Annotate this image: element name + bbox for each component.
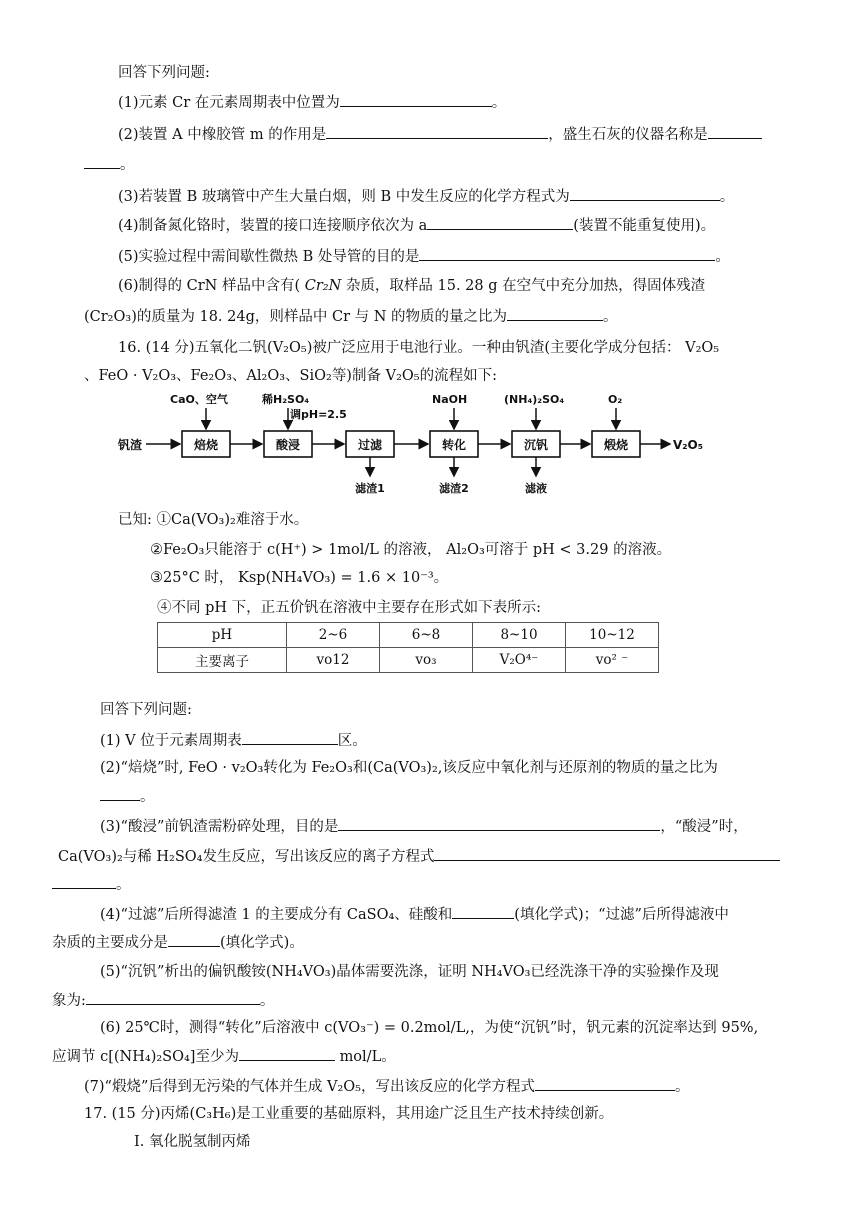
q15-part5: (5)实验过程中需间歇性微热 B 处导管的目的是 。 [118, 246, 730, 267]
q16-part5-cont: 象为: 。 [52, 990, 274, 1011]
known-4: ④不同 pH 下，正五价钒在溶液中主要存在形式如下表所示: [157, 600, 542, 616]
q16-heading-cont: 、FeO · V₂O₃、Fe₂O₃、Al₂O₃、SiO₂等)制备 V₂O₅的流程如下: [84, 368, 497, 384]
input-adjust-ph: 调pH=2.5 [290, 408, 347, 421]
flow-start: 钒渣 [118, 438, 143, 452]
known-1: 已知: ①Ca(VO₃)₂难溶于水。 [118, 512, 309, 528]
q15-part1: (1)元素 Cr 在元素周期表中位置为 。 [118, 92, 506, 113]
q16-part3: (3)“酸浸”前钒渣需粉碎处理，目的是 ，“酸浸”时， [100, 816, 748, 837]
q15-part4: (4)制备氮化铬时，装置的接口连接顺序依次为 a (装置不能重复使用)。 [118, 215, 715, 236]
q16-part4: (4)“过滤”后所得滤渣 1 的主要成分有 CaSO₄、硅酸和 (填化学式)；“过滤”后所得滤液中 [100, 904, 729, 925]
table-row [158, 623, 659, 648]
step-calcine: 煅烧 [603, 438, 629, 452]
table-cell: 主要离子 [158, 648, 287, 673]
step-leach: 酸浸 [275, 438, 301, 452]
table-cell: vo² ⁻ [566, 648, 659, 673]
q15-part3: (3)若装置 B 玻璃管中产生大量白烟，则 B 中发生反应的化学方程式为 。 [118, 186, 734, 207]
q16-part3-end: 。 [52, 874, 131, 895]
q16-part1: (1) V 位于元素周期表 区。 [100, 730, 367, 751]
table-header-cell: pH [158, 623, 287, 648]
input-cao-air: CaO、空气 [170, 393, 228, 406]
input-ammonium-sulfate: (NH₄)₂SO₄ [504, 393, 565, 406]
input-dilute-acid: 稀H₂SO₄ [262, 393, 310, 406]
input-naoh: NaOH [432, 393, 468, 406]
table-header-cell: 2~6 [287, 623, 380, 648]
q16-heading: 16. (14 分)五氧化二钒(V₂O₅)被广泛应用于电池行业。一种由钒渣(主要化学成分包括： V₂O₅ [118, 340, 720, 356]
table-row [158, 648, 659, 673]
process-flow-diagram [118, 388, 718, 496]
q15-part2-cont: 。 [84, 154, 135, 175]
table-cell: V₂O⁴⁻ [473, 648, 566, 673]
step-precipitate: 沉钒 [523, 438, 549, 452]
q16-part6: (6) 25℃时，测得“转化”后溶液中 c(VO₃⁻) = 0.2mol/L,，为使“沉钒”时，钒元素的沉淀率达到 95%, [100, 1020, 759, 1036]
q16-part6-cont: 应调节 c[(NH₄)₂SO₄]至少为 mol/L。 [52, 1046, 396, 1067]
q16-part7: (7)“煅烧”后得到无污染的气体并生成 V₂O₅，写出该反应的化学方程式 。 [84, 1076, 689, 1097]
q16-part2: (2)“焙烧”时, FeO · v₂O₃转化为 Fe₂O₃和(Ca(VO₃)₂,该反应中氧化剂与还原剂的物质的量之比为 [100, 760, 718, 776]
output-residue-1: 滤渣1 [355, 482, 385, 495]
q15-part6-cont: (Cr₂O₃)的质量为 18. 24g，则样品中 Cr 与 N 的物质的量之比为 。 [84, 306, 618, 327]
table-header-cell: 8~10 [473, 623, 566, 648]
q15-part2: (2)装置 A 中橡胶管 m 的作用是 ，盛生石灰的仪器名称是 [118, 124, 762, 145]
step-roast: 焙烧 [193, 438, 219, 452]
step-filter: 过滤 [357, 438, 383, 452]
vanadium-species-table [157, 622, 659, 673]
table-cell: vo₃ [380, 648, 473, 673]
q16-part5: (5)“沉钒”析出的偏钒酸铵(NH₄VO₃)晶体需要洗涤，证明 NH₄VO₃已经洗涤干净的实验操作及现 [100, 964, 719, 980]
q16-part3-cont: Ca(VO₃)₂与稀 H₂SO₄发生反应，写出该反应的离子方程式 [58, 846, 780, 867]
q17-heading: 17. (15 分)丙烯(C₃H₆)是工业重要的基础原料，其用途广泛且生产技术持续创新。 [84, 1106, 614, 1122]
table-cell: vo12 [287, 648, 380, 673]
answer-prompt: 回答下列问题: [118, 65, 210, 81]
q16-part4-cont: 杂质的主要成分是 (填化学式)。 [52, 932, 304, 953]
table-header-cell: 10~12 [566, 623, 659, 648]
q16-part2-cont: 。 [100, 786, 155, 807]
known-3: ③25°C 时， Ksp(NH₄VO₃) = 1.6 × 10⁻³。 [150, 570, 449, 586]
output-residue-2: 滤渣2 [439, 482, 469, 495]
known-2: ②Fe₂O₃只能溶于 c(H⁺) > 1mol/L 的溶液， Al₂O₃可溶于 pH < 3.29 的溶液。 [150, 542, 672, 558]
table-header-cell: 6~8 [380, 623, 473, 648]
flow-end: V₂O₅ [673, 438, 703, 452]
q16-answer-prompt: 回答下列问题: [100, 702, 192, 718]
step-convert: 转化 [441, 438, 467, 452]
q15-part6: (6)制得的 CrN 样品中含有( Cr₂N 杂质，取样品 15. 28 g 在空气中充分加热，得固体残渣 [118, 278, 706, 294]
output-filtrate: 滤液 [525, 482, 547, 495]
input-oxygen: O₂ [608, 393, 623, 406]
q17-subheading: Ⅰ. 氧化脱氢制丙烯 [134, 1134, 251, 1150]
